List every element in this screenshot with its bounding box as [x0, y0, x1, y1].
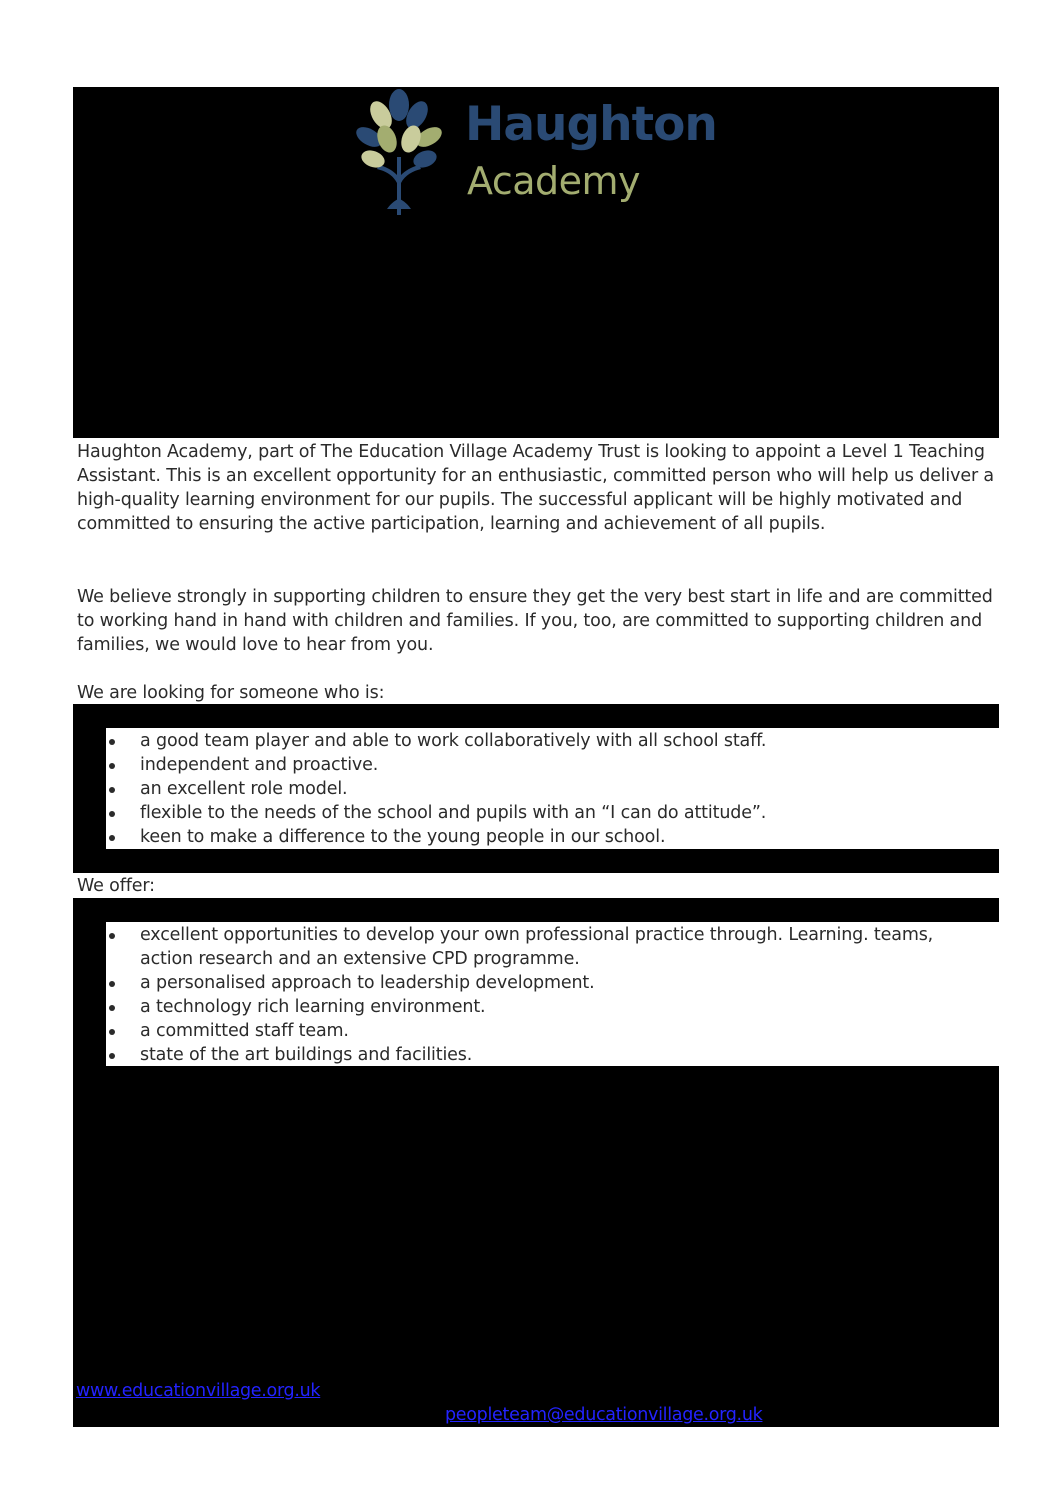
- redaction-bar: [73, 704, 999, 728]
- bullet-icon: [109, 787, 115, 793]
- intro-paragraph: Haughton Academy, part of The Education Village Academy Trust is looking to appoint a Level 1 Teaching Assistant. This is an excellent opportunity for an enthusiastic, committed person who will help us deliver a high-quality learning environment for our pupils. The successful applicant will be highly motivated and committed to ensuring the active participation, learning and achievement of all pupils.: [77, 442, 995, 534]
- footer-redaction: [73, 1066, 999, 1427]
- bullet-icon: [109, 1029, 115, 1035]
- bullet-icon: [109, 1005, 115, 1011]
- redaction-bar: [73, 704, 106, 873]
- list-item: an excellent role model.: [106, 777, 986, 801]
- we-offer-list: [106, 923, 986, 1067]
- logo-subtitle: Academy: [467, 159, 641, 203]
- website-link[interactable]: www.educationvillage.org.uk: [76, 1381, 321, 1401]
- bullet-icon: [109, 933, 115, 939]
- list-item: a technology rich learning environment.: [106, 995, 986, 1019]
- redaction-bar: [73, 849, 999, 873]
- redaction-bar: [73, 898, 999, 922]
- list-item: independent and proactive.: [106, 753, 986, 777]
- bullet-icon: [109, 835, 115, 841]
- belief-paragraph: We believe strongly in supporting children to ensure they get the very best start in life and are committed to working hand in hand with children and families. If you, too, are committed to supporting children and families, we would love to hear from you.: [77, 587, 993, 655]
- bullet-icon: [109, 763, 115, 769]
- we-offer-heading: We offer:: [77, 876, 155, 896]
- looking-for-list: [106, 729, 986, 849]
- list-item: a personalised approach to leadership development.: [106, 971, 986, 995]
- logo-name: Haughton: [465, 97, 717, 152]
- school-logo: [351, 87, 731, 215]
- bullet-icon: [109, 981, 115, 987]
- list-item: excellent opportunities to develop your own professional practice through. Learning. teams, action research and an extensive CPD programme.: [106, 923, 986, 971]
- list-item: flexible to the needs of the school and pupils with an “I can do attitude”.: [106, 801, 986, 825]
- looking-for-heading: We are looking for someone who is:: [77, 683, 385, 703]
- email-link[interactable]: peopleteam@educationvillage.org.uk: [445, 1405, 763, 1425]
- bullet-icon: [109, 739, 115, 745]
- bullet-icon: [109, 1053, 115, 1059]
- redaction-bar: [73, 898, 106, 1066]
- bullet-icon: [109, 811, 115, 817]
- list-item: state of the art buildings and facilities.: [106, 1043, 986, 1067]
- list-item: keen to make a difference to the young people in our school.: [106, 825, 986, 849]
- tree-icon: [351, 87, 447, 215]
- list-item: a committed staff team.: [106, 1019, 986, 1043]
- list-item: a good team player and able to work collaboratively with all school staff.: [106, 729, 986, 753]
